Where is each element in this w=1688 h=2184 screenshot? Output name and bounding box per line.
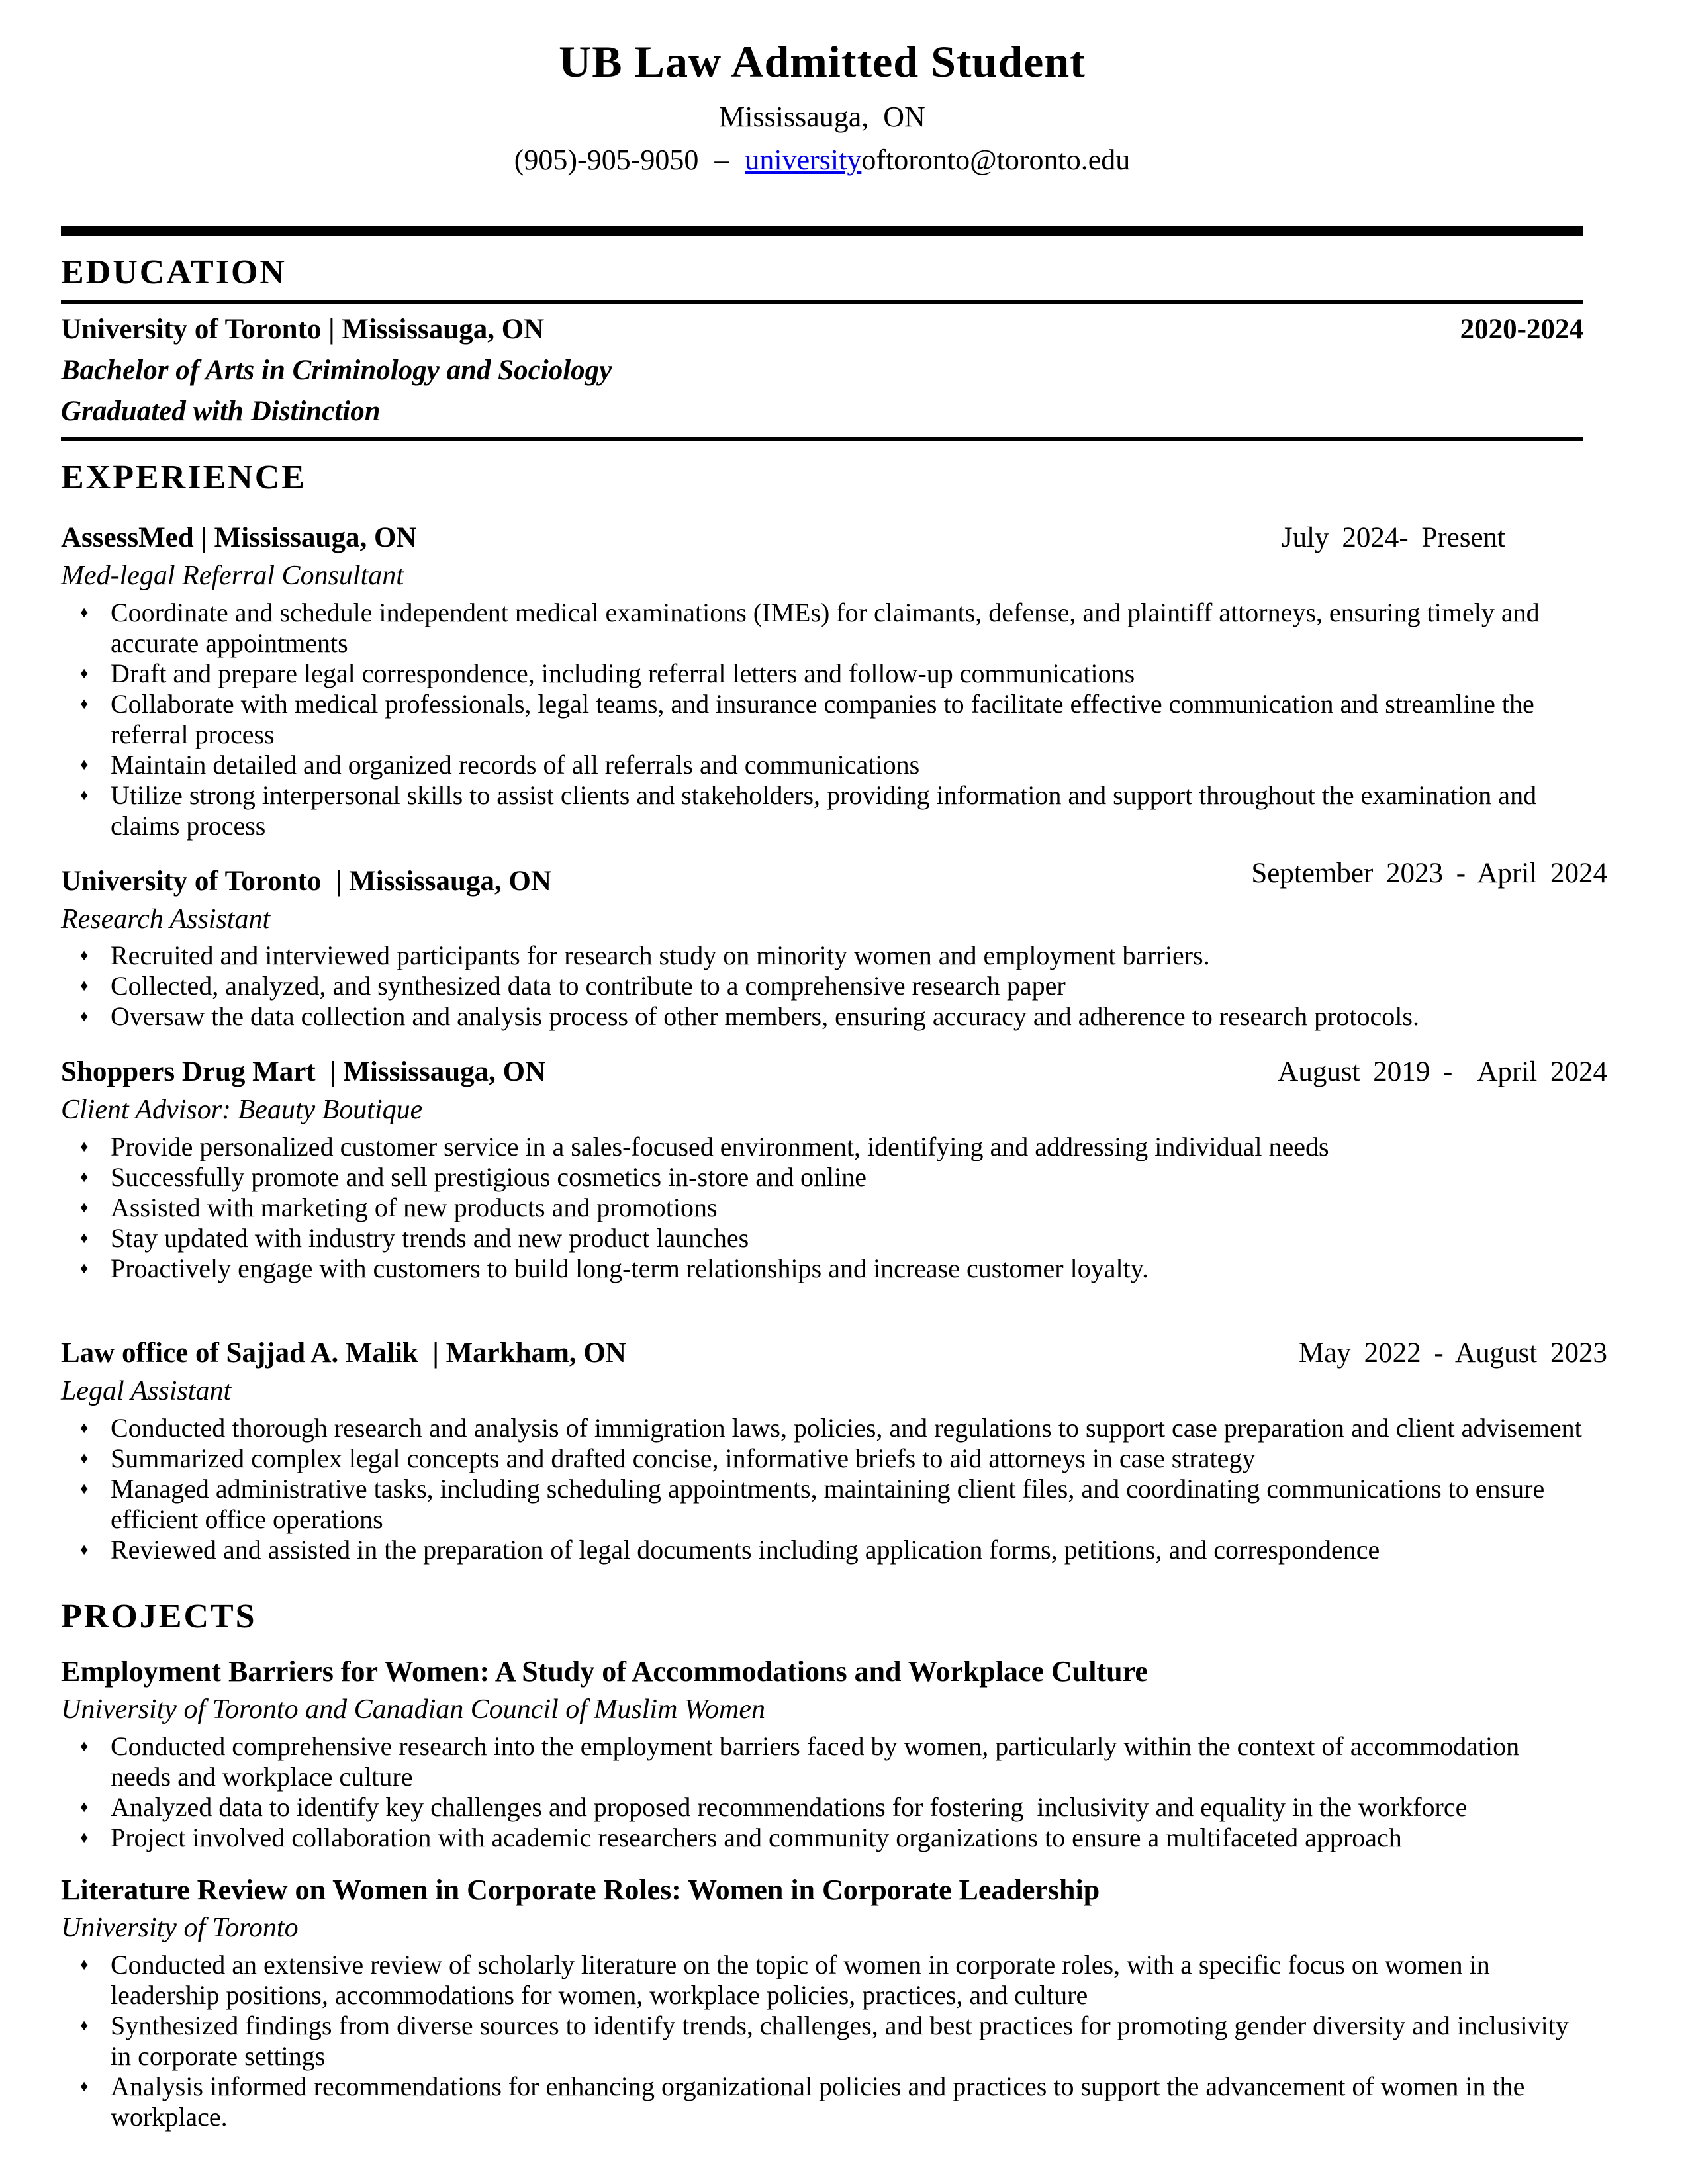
bullet-list [78, 1132, 1583, 1284]
bullet-item [78, 940, 1583, 971]
bullet-text: Maintain detailed and organized records of all referrals and communications [111, 749, 920, 780]
bullet-text: Stay updated with industry trends and new product launches [111, 1223, 749, 1253]
header-divider [61, 226, 1583, 236]
job-header-row [61, 1056, 1607, 1089]
email-text: oftoronto@toronto.edu [861, 144, 1131, 176]
bullet-item [78, 1792, 1583, 1823]
job-title: Med-legal Referral Consultant [61, 561, 404, 592]
job-block-shoppers [61, 1056, 1607, 1284]
candidate-name: UB Law Admitted Student [559, 36, 1086, 87]
job-header-row [61, 522, 1583, 555]
bullet-text: Oversaw the data collection and analysis process of other members, ensuring accuracy and adherence to research protocols. [111, 1001, 1419, 1032]
bullet-icon: ♦ [80, 756, 89, 774]
bullet-item [78, 659, 1583, 689]
section-experience [61, 458, 1607, 1565]
bullet-icon: ♦ [80, 2017, 89, 2034]
bullet-text: Draft and prepare legal correspondence, including referral letters and follow-up communications [111, 658, 1135, 688]
bullet-icon: ♦ [80, 664, 89, 682]
bullet-icon: ♦ [80, 1956, 89, 1974]
bullet-item [78, 2011, 1583, 2071]
bullet-text: Utilize strong interpersonal skills to assist clients and stakeholders, providing information and support throughout the examination and claims process [111, 780, 1544, 841]
bullet-item [78, 689, 1583, 750]
project-block-employment-barriers [61, 1655, 1583, 1853]
bullet-icon: ♦ [80, 1829, 89, 1847]
bullet-text: Managed administrative tasks, including scheduling appointments, maintaining client files, and coordinating communications to ensure efficient office operations [111, 1473, 1552, 1534]
bullet-text: Coordinate and schedule independent medical examinations (IMEs) for claimants, defense, and plaintiff attorneys, ensuring timely and accurate appointments [111, 597, 1546, 658]
education-heading-divider [61, 300, 1583, 304]
project-title: Literature Review on Women in Corporate Roles: Women in Corporate Leadership [61, 1874, 1100, 1907]
bullet-list [78, 1950, 1583, 2132]
resume-header [61, 36, 1583, 177]
bullet-text: Conducted an extensive review of scholarly literature on the topic of women in corporate roles, with a specific focus on women in leadership positions, accommodations for women, workplace policies, practices, and culture [111, 1949, 1497, 2010]
degree-text: Bachelor of Arts in Criminology and Sociology [61, 354, 612, 386]
phone-number: (905)-905-9050 [514, 144, 699, 176]
bullet-item [78, 750, 1583, 780]
bullet-icon: ♦ [80, 1449, 89, 1467]
job-title: Legal Assistant [61, 1375, 232, 1406]
section-projects [61, 1597, 1583, 2132]
location-text: Mississauga, ON [719, 101, 925, 133]
bullet-icon: ♦ [80, 1480, 89, 1498]
bullet-item [78, 971, 1583, 1001]
education-heading: EDUCATION [61, 253, 287, 291]
bullet-icon: ♦ [80, 1230, 89, 1247]
bullet-icon: ♦ [80, 2077, 89, 2095]
bullet-item [78, 780, 1583, 841]
bullet-icon: ♦ [80, 1419, 89, 1437]
bullet-icon: ♦ [80, 1799, 89, 1817]
bullet-text: Project involved collaboration with academic researchers and community organizations to ensure a multifaceted approach [111, 1823, 1402, 1853]
bullet-item [78, 598, 1583, 659]
bullet-item [78, 1535, 1583, 1565]
bullet-item [78, 1132, 1583, 1162]
bullet-item [78, 1443, 1583, 1474]
education-dates: 2020-2024 [1460, 313, 1583, 345]
bullet-icon: ♦ [80, 1541, 89, 1559]
job-header-row [61, 1337, 1607, 1370]
section-education [61, 253, 1583, 441]
bullet-text: Conducted thorough research and analysis of immigration laws, policies, and regulations to support case preparation and client advisement [111, 1412, 1582, 1443]
honors-text: Graduated with Distinction [61, 395, 381, 427]
bullet-text: Collaborate with medical professionals, legal teams, and insurance companies to facilitate effective communication and streamline the referral process [111, 688, 1541, 749]
bullet-icon: ♦ [80, 1260, 89, 1277]
bullet-icon: ♦ [80, 786, 89, 804]
bullet-item [78, 1823, 1583, 1853]
bullet-text: Proactively engage with customers to build long-term relationships and increase customer loyalty. [111, 1253, 1149, 1283]
bullet-text: Summarized complex legal concepts and drafted concise, informative briefs to aid attorneys in case strategy [111, 1443, 1256, 1473]
project-block-literature-review [61, 1873, 1583, 2132]
job-header-row [61, 857, 1607, 898]
bullet-item [78, 1253, 1583, 1284]
bullet-item [78, 1731, 1583, 1792]
bullet-item [78, 1413, 1583, 1443]
company-name: Shoppers Drug Mart | Mississauga, ON [61, 1056, 546, 1088]
bullet-text: Conducted comprehensive research into the employment barriers faced by women, particularly within the context of accommodation needs and workplace culture [111, 1731, 1526, 1792]
bullet-item [78, 1474, 1583, 1535]
bullet-icon: ♦ [80, 947, 89, 965]
bullet-text: Analysis informed recommendations for enhancing organizational policies and practices to support the advancement of women in the workplace. [111, 2071, 1532, 2132]
company-name: University of Toronto | Mississauga, ON [61, 865, 551, 897]
bullet-item [78, 1223, 1583, 1253]
company-name: AssessMed | Mississauga, ON [61, 522, 417, 554]
bullet-list [78, 1413, 1583, 1565]
bullet-icon: ♦ [80, 604, 89, 621]
company-name: Law office of Sajjad A. Malik | Markham, ON [61, 1338, 626, 1369]
bullet-list [78, 1731, 1583, 1853]
bullet-text: Recruited and interviewed participants for research study on minority women and employment barriers. [111, 940, 1210, 971]
school-row [61, 313, 1583, 346]
bullet-text: Synthesized findings from diverse sources to identify trends, challenges, and best practices for promoting gender diversity and inclusivity in corporate settings [111, 2010, 1575, 2071]
job-block-assessmed [61, 522, 1583, 841]
projects-heading: PROJECTS [61, 1597, 257, 1635]
bullet-icon: ♦ [80, 978, 89, 995]
bullet-icon: ♦ [80, 1738, 89, 1756]
contact-line [61, 143, 1583, 177]
email-link[interactable]: university [745, 144, 862, 176]
contact-separator: – [714, 144, 729, 176]
bullet-icon: ♦ [80, 1169, 89, 1186]
bullet-text: Reviewed and assisted in the preparation of legal documents including application forms, petitions, and correspondence [111, 1534, 1380, 1565]
bullet-text: Successfully promote and sell prestigious cosmetics in-store and online [111, 1162, 867, 1192]
school-name: University of Toronto | Mississauga, ON [61, 313, 545, 345]
bullet-text: Provide personalized customer service in a sales-focused environment, identifying and addressing individual needs [111, 1132, 1329, 1161]
job-dates: May 2022 - August 2023 [1299, 1338, 1607, 1369]
job-dates: August 2019 - April 2024 [1278, 1056, 1607, 1088]
bullet-item [78, 1001, 1583, 1032]
bullet-item [78, 1950, 1583, 2011]
bullet-item [78, 2071, 1583, 2132]
job-dates: September 2023 - April 2024 [1251, 857, 1607, 889]
job-title: Research Assistant [61, 903, 271, 934]
bullet-item [78, 1162, 1583, 1193]
job-block-law-office [61, 1337, 1607, 1565]
bullet-icon: ♦ [80, 1138, 89, 1156]
bullet-text: Collected, analyzed, and synthesized data to contribute to a comprehensive research paper [111, 971, 1066, 1001]
bullet-icon: ♦ [80, 695, 89, 713]
job-block-uoft-research [61, 857, 1607, 1032]
project-title: Employment Barriers for Women: A Study of Accommodations and Workplace Culture [61, 1655, 1148, 1688]
bullet-list [78, 598, 1583, 841]
project-subtitle: University of Toronto and Canadian Council of Muslim Women [61, 1694, 766, 1725]
job-title: Client Advisor: Beauty Boutique [61, 1095, 423, 1126]
bullet-item [78, 1193, 1583, 1223]
education-bottom-divider [61, 437, 1583, 441]
bullet-icon: ♦ [80, 1199, 89, 1216]
project-subtitle: University of Toronto [61, 1913, 299, 1944]
bullet-text: Assisted with marketing of new products and promotions [111, 1193, 718, 1222]
bullet-text: Analyzed data to identify key challenges and proposed recommendations for fostering inclusivity and equality in the workforce [111, 1792, 1468, 1823]
experience-heading: EXPERIENCE [61, 459, 306, 497]
bullet-list [78, 940, 1583, 1032]
bullet-icon: ♦ [80, 1008, 89, 1026]
job-dates: July 2024- Present [1281, 522, 1505, 554]
